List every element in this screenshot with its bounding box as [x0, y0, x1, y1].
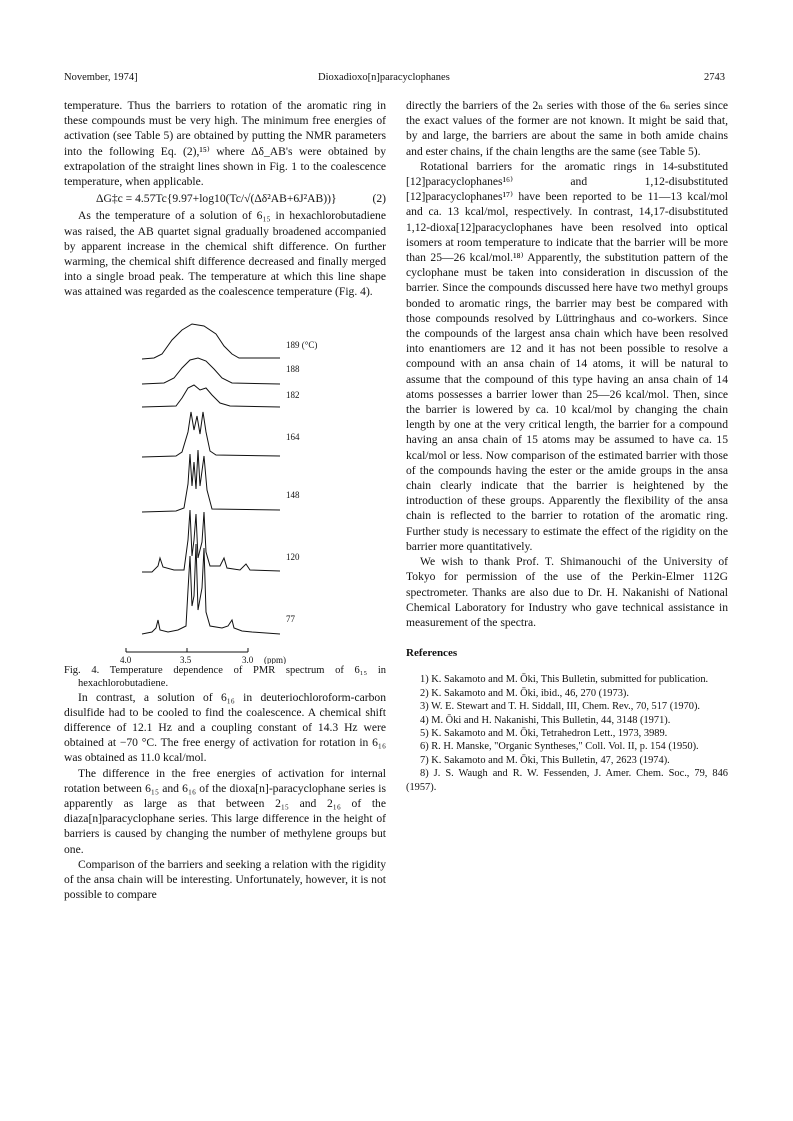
running-header-title: Dioxadioxo[n]paracyclophanes	[318, 72, 450, 83]
pmr-spectra	[64, 304, 386, 664]
spectrum-182	[142, 385, 280, 407]
spectrum-148	[142, 450, 280, 512]
paragraph: In contrast, a solution of 6₁₆ in deuteriochloroform-carbon disulfide had to be cooled to find the coalescence. A chemical shift difference of 12.1 Hz and a coupling constant of 14.3 Hz were obtained at −70 °C. The free energy of activation for rotation in 6₁₆ was obtained as 11.0 kcal/mol.	[64, 690, 386, 765]
reference-item: 5) K. Sakamoto and M. Ōki, Tetrahedron Lett., 1973, 3989.	[420, 727, 668, 739]
running-header-date: November, 1974]	[64, 72, 138, 83]
temp-label: 188	[286, 363, 300, 374]
references-heading: References	[406, 647, 458, 660]
paragraph: The difference in the free energies of activation for internal rotation between 6₁₅ and 6₁₆ of the dioxa[n]-paracyclophane series is apparently as large as that between 2₁₅ and 2₁₆ of the diaza[n]paracyclophane series. This large difference in the height of barriers is caused by changing the number of methylene groups but one.	[64, 766, 386, 856]
paragraph: Comparison of the barriers and seeking a relation with the rigidity of the ansa chain will be interesting. Unfortunately, however, it is not possible to compare	[64, 857, 386, 902]
paragraph: temperature. Thus the barriers to rotation of the aromatic ring in these compounds must be very high. The minimum free energies of activation (see Table 5) are obtained by putting the NMR parameters into the following Eq. (2),¹⁵⁾ where Δδ_AB's were obtained by extrapolation of the straight lines shown in Fig. 1 to the coalescence temperature, when applicable.	[64, 99, 386, 189]
equation-number: (2)	[372, 192, 386, 206]
temp-label: 120	[286, 551, 300, 562]
acknowledgment: We wish to thank Prof. T. Shimanouchi of the University of Tokyo for permission of the use of the Perkin-Elmer 112G spectrometer. Thanks are also due to Dr. H. Nakanishi of National Chemical Laboratory for Industry who gave technical assistance in measurement of the spectra.	[406, 555, 728, 629]
reference-item: 3) W. E. Stewart and T. H. Siddall, III, Chem. Rev., 70, 517 (1970).	[420, 701, 701, 713]
spectrum-77	[142, 544, 280, 634]
spectrum-189	[142, 324, 280, 359]
reference-item: 8) J. S. Waugh and R. W. Fessenden, J. Amer. Chem. Soc., 79, 846 (1957).	[406, 768, 728, 793]
equation: ΔG‡c = 4.57Tc{9.97+log10(Tc/√(Δδ²AB+6J²AB))}	[96, 192, 337, 206]
spectrum-164	[142, 412, 280, 457]
spectrum-120	[142, 510, 280, 572]
temp-label: 77	[286, 613, 295, 624]
equation-2	[64, 189, 386, 208]
reference-item: 2) K. Sakamoto and M. Ōki, ibid., 46, 270 (1973).	[420, 687, 629, 699]
axis-unit: (ppm)	[264, 654, 286, 664]
temp-label: 164	[286, 431, 300, 442]
reference-item: 7) K. Sakamoto and M. Ōki, This Bulletin, 47, 2623 (1974).	[420, 754, 670, 766]
figure-caption: Fig. 4. Temperature dependence of PMR spectrum of 6₁₅ in hexachlorobutadiene.	[64, 664, 386, 689]
left-column	[64, 98, 386, 902]
axis-label: 3.0	[242, 654, 254, 664]
reference-item: 6) R. H. Manske, "Organic Syntheses," Coll. Vol. II, p. 154 (1950).	[420, 741, 699, 753]
paragraph: directly the barriers of the 2ₙ series with those of the 6ₙ series since the exact values of the former are not known. It might be said that, by and large, the barriers are about the same in both amide chains and ester chains, if the chain lengths are the same (see Table 5).	[406, 99, 728, 158]
axis-label: 3.5	[180, 654, 192, 664]
reference-item: 4) M. Ōki and H. Nakanishi, This Bulletin, 44, 3148 (1971).	[420, 714, 671, 726]
reference-item: 1) K. Sakamoto and M. Ōki, This Bulletin, submitted for publication.	[420, 674, 709, 686]
temp-label: 182	[286, 389, 300, 400]
temp-label: 189 (°C)	[286, 339, 318, 350]
page-number: 2743	[704, 72, 725, 83]
axis-label: 4.0	[120, 654, 132, 664]
paragraph: Rotational barriers for the aromatic rings in 14-substituted [12]paracyclophanes¹⁶⁾ and 1,12-disubstituted [12]paracyclophanes¹⁷⁾ have been reported to be 11—13 kcal/mol and ca. 13 kcal/mol, respectively. In contrast, 14,17-disubstituted 1,12-dioxa[12]paracyclophanes have been resolved into optical isomers at room temperature to indicate that the barrier will be more than 25—26 kcal/mol.¹⁸⁾ Apparently, the substitution pattern of the cyclophane must be taken into consideration in discussion of the barrier. Since the compounds discussed here have two methyl groups bonded to aromatic rings, the barrier may best be compared with those compounds resolved by Lüttringhaus and co-workers. Since the compounds of the largest ansa chain which have been resolved into enantiomers are 12 and it has not been possible to resolve a compound with an ansa chain of 14 atoms, it will be natural to assume that the compound of this type having an ansa chain of 14 atoms possesses a barrier lower than 25—26 kcal/mol. Then, since the barrier is lowered by ca. 10 kcal/mol by changing the chain length by one at the very critical length, the barrier for a compound having an ansa chain of 15 atoms may be assumed to have ca. 15 kcal/mol or less. Now comparison of the estimated barrier with those of the compounds having the ester or the amide groups in the ansa chain clearly indicate that the barrier is heightened by the introduction of these groups. Apparently the flexibility of the ansa chain is reflected to the barrier to rotation of the aromatic ring. Further study is necessary to estimate the effect of the rigidity on the barrier more quantitatively.	[406, 159, 728, 553]
temp-label: 148	[286, 489, 300, 500]
spectrum-188	[142, 358, 280, 384]
paragraph: As the temperature of a solution of 6₁₅ in hexachlorobutadiene was raised, the AB quartet signal gradually broadened accompanied by apparent increase in the chemical shift difference. On further warming, the chemical shift difference decreased and finally merged into a single broad peak. The temperature at which this line shape was attained was regarded as the coalescence temperature (Fig. 4).	[64, 209, 386, 299]
right-column	[406, 98, 728, 794]
figure-4	[64, 304, 386, 664]
